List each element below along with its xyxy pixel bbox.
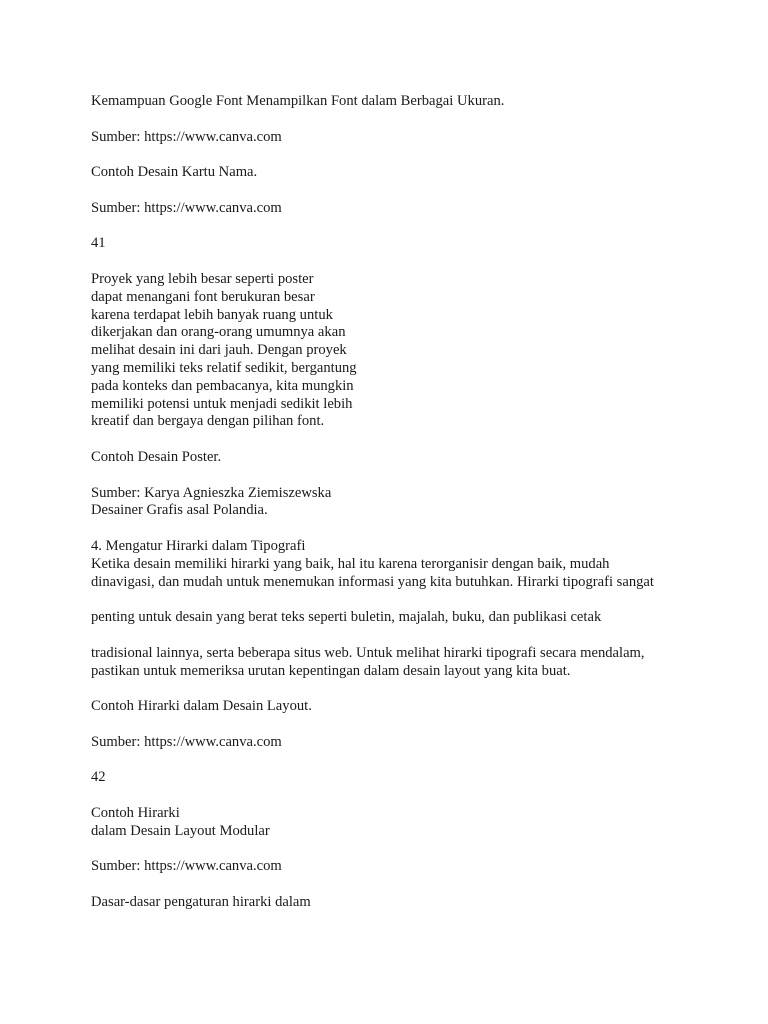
- paragraph-spacer: [91, 876, 751, 894]
- text-line: Proyek yang lebih besar seperti poster: [91, 270, 314, 287]
- text-line: Contoh Hirarki: [91, 804, 180, 821]
- text-line: 41: [91, 235, 106, 252]
- document-page: [91, 93, 751, 912]
- paragraph-spacer: [91, 751, 751, 769]
- paragraph-spacer: [91, 253, 751, 271]
- text-line: Desainer Grafis asal Polandia.: [91, 502, 268, 519]
- text-line: melihat desain ini dari jauh. Dengan proyek: [91, 342, 347, 359]
- paragraph: [91, 200, 751, 218]
- paragraph: [91, 769, 751, 787]
- paragraph: [91, 698, 751, 716]
- text-line: Dasar-dasar pengaturan hirarki dalam: [91, 893, 311, 910]
- paragraph-spacer: [91, 520, 751, 538]
- text-line: memiliki potensi untuk menjadi sedikit lebih: [91, 395, 353, 412]
- text-line: kreatif dan bergaya dengan pilihan font.: [91, 413, 325, 430]
- text-line: dapat menangani font berukuran besar: [91, 288, 315, 305]
- text-line: 4. Mengatur Hirarki dalam Tipografi: [91, 537, 306, 554]
- paragraph: [91, 645, 751, 681]
- paragraph: [91, 538, 751, 591]
- text-line: 42: [91, 769, 106, 786]
- paragraph-spacer: [91, 111, 751, 129]
- paragraph: [91, 734, 751, 752]
- text-line: yang memiliki teks relatif sedikit, bergantung: [91, 359, 357, 376]
- text-line: Contoh Desain Kartu Nama.: [91, 164, 258, 181]
- paragraph-spacer: [91, 680, 751, 698]
- paragraph: [91, 129, 751, 147]
- text-line: Contoh Desain Poster.: [91, 448, 222, 465]
- paragraph: [91, 93, 751, 111]
- text-line: Sumber: Karya Agnieszka Ziemiszewska: [91, 484, 332, 501]
- text-line: dinavigasi, dan mudah untuk menemukan informasi yang kita butuhkan. Hirarki tipografi sangat: [91, 573, 654, 590]
- text-line: Sumber: https://www.canva.com: [91, 199, 282, 216]
- paragraph-spacer: [91, 431, 751, 449]
- paragraph: [91, 235, 751, 253]
- text-line: Ketika desain memiliki hirarki yang baik, hal itu karena terorganisir dengan baik, mudah: [91, 555, 610, 572]
- text-line: penting untuk desain yang berat teks seperti buletin, majalah, buku, dan publikasi cetak: [91, 609, 602, 626]
- text-line: Kemampuan Google Font Menampilkan Font dalam Berbagai Ukuran.: [91, 93, 505, 109]
- paragraph: [91, 164, 751, 182]
- text-line: Contoh Hirarki dalam Desain Layout.: [91, 698, 312, 715]
- paragraph: [91, 894, 751, 912]
- paragraph-spacer: [91, 182, 751, 200]
- paragraph: [91, 858, 751, 876]
- text-line: pada konteks dan pembacanya, kita mungkin: [91, 377, 354, 394]
- text-line: pastikan untuk memeriksa urutan kepentingan dalam desain layout yang kita buat.: [91, 662, 571, 679]
- paragraph-spacer: [91, 467, 751, 485]
- text-line: dikerjakan dan orang-orang umumnya akan: [91, 324, 346, 341]
- text-line: karena terdapat lebih banyak ruang untuk: [91, 306, 333, 323]
- paragraph-spacer: [91, 218, 751, 236]
- text-line: tradisional lainnya, serta beberapa situs web. Untuk melihat hirarki tipografi secara mendalam,: [91, 644, 645, 661]
- text-line: Sumber: https://www.canva.com: [91, 733, 282, 750]
- paragraph: [91, 485, 751, 521]
- paragraph: [91, 271, 751, 431]
- text-line: Sumber: https://www.canva.com: [91, 858, 282, 875]
- paragraph: [91, 609, 751, 627]
- paragraph-spacer: [91, 591, 751, 609]
- paragraph-spacer: [91, 146, 751, 164]
- paragraph-spacer: [91, 840, 751, 858]
- text-line: dalam Desain Layout Modular: [91, 822, 270, 839]
- paragraph-spacer: [91, 627, 751, 645]
- paragraph-spacer: [91, 716, 751, 734]
- paragraph-spacer: [91, 787, 751, 805]
- text-line: Sumber: https://www.canva.com: [91, 128, 282, 145]
- paragraph: [91, 805, 751, 841]
- paragraph: [91, 449, 751, 467]
